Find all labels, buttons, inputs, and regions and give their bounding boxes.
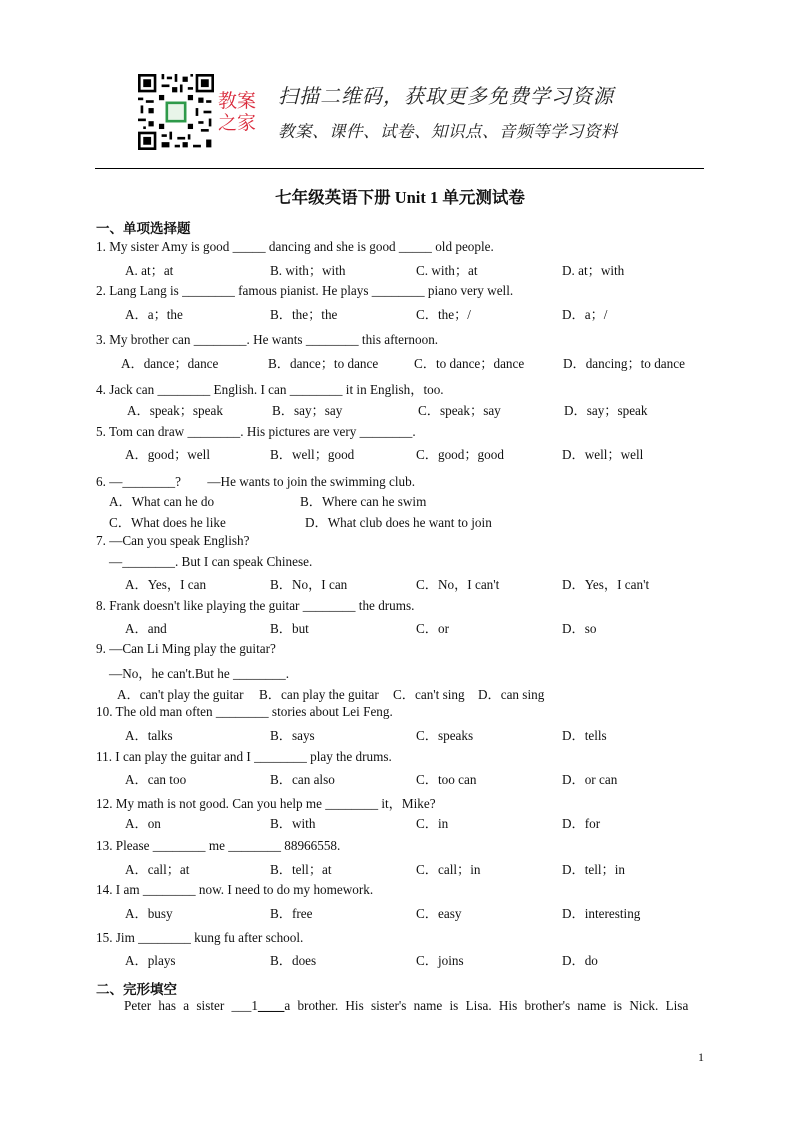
question-3-option-b: B．dance；to dance bbox=[268, 356, 379, 371]
section-heading-cloze: 二、完形填空 bbox=[96, 982, 177, 998]
question-8-option-c: C．or bbox=[416, 621, 449, 636]
question-10-stem: 10. The old man often ________ stories about Lei Feng. bbox=[96, 704, 393, 719]
question-12-stem: 12. My math is not good. Can you help me ________ it，Mike? bbox=[96, 796, 436, 811]
question-13-option-a: A．call；at bbox=[125, 862, 190, 877]
header-slogan-line1: 扫描二维码，获取更多免费学习资源 bbox=[278, 84, 614, 108]
question-1-stem: 1. My sister Amy is good _____ dancing and she is good _____ old people. bbox=[96, 239, 494, 254]
question-8-option-a: A．and bbox=[125, 621, 167, 636]
question-2-option-b: B．the；the bbox=[270, 307, 338, 322]
question-12-option-b: B．with bbox=[270, 816, 316, 831]
question-7-stem-2: —________. But I can speak Chinese. bbox=[109, 554, 313, 569]
question-13-option-b: B．tell；at bbox=[270, 862, 332, 877]
question-4-stem: 4. Jack can ________ English. I can ________ it in English，too. bbox=[96, 382, 444, 397]
question-8-option-d: D．so bbox=[562, 621, 597, 636]
question-14-option-d: D．interesting bbox=[562, 906, 641, 921]
page-header bbox=[138, 72, 698, 152]
question-7-option-c: C．No，I can't bbox=[416, 577, 500, 592]
question-9-stem: 9. —Can Li Ming play the guitar? bbox=[96, 641, 276, 656]
question-13-option-c: C．call；in bbox=[416, 862, 481, 877]
question-1-option-a: A. at；at bbox=[125, 263, 174, 278]
cloze-passage-line bbox=[96, 998, 704, 1014]
question-7-option-d: D．Yes，I can't bbox=[562, 577, 650, 592]
question-12-option-c: C．in bbox=[416, 816, 449, 831]
question-11-option-b: B．can also bbox=[270, 772, 335, 787]
question-2-option-c: C．the；/ bbox=[416, 307, 471, 322]
question-4-option-b: B．say；say bbox=[272, 403, 343, 418]
question-10-option-c: C．speaks bbox=[416, 728, 474, 743]
question-11-stem: 11. I can play the guitar and I ________ play the drums. bbox=[96, 749, 392, 764]
question-3-option-d: D．dancing；to dance bbox=[563, 356, 685, 371]
question-5-stem: 5. Tom can draw ________. His pictures are very ________. bbox=[96, 424, 416, 439]
qr-code-icon bbox=[138, 74, 214, 150]
question-11-option-a: A．can too bbox=[125, 772, 187, 787]
question-5-option-a: A．good；well bbox=[125, 447, 210, 462]
cloze-passage-pre: Peter has a sister ___1 bbox=[124, 998, 258, 1013]
question-13-stem: 13. Please ________ me ________ 88966558. bbox=[96, 838, 341, 853]
question-15-option-b: B．does bbox=[270, 953, 317, 968]
question-6-option-a: A．What can he do bbox=[109, 494, 215, 509]
question-10-option-d: D．tells bbox=[562, 728, 607, 743]
question-13-option-d: D．tell；in bbox=[562, 862, 626, 877]
question-15-option-d: D．do bbox=[562, 953, 598, 968]
question-5-option-d: D．well；well bbox=[562, 447, 644, 462]
question-7-option-b: B．No，I can bbox=[270, 577, 348, 592]
question-9-option-c: C．can't sing bbox=[393, 687, 465, 702]
question-6-option-c: C．What does he like bbox=[109, 515, 226, 530]
question-9-option-a: A．can't play the guitar bbox=[117, 687, 244, 702]
section-heading-single-choice: 一、单项选择题 bbox=[96, 221, 191, 237]
question-3-option-a: A．dance；dance bbox=[121, 356, 219, 371]
question-10-option-b: B．says bbox=[270, 728, 315, 743]
question-12-option-d: D．for bbox=[562, 816, 601, 831]
question-6-option-d: D．What club does he want to join bbox=[305, 515, 492, 530]
question-4-option-d: D．say；speak bbox=[564, 403, 648, 418]
question-4-option-c: C．speak；say bbox=[418, 403, 501, 418]
question-9-option-b: B．can play the guitar bbox=[259, 687, 379, 702]
page-title: 七年级英语下册 Unit 1 单元测试卷 bbox=[275, 188, 525, 207]
cloze-passage-post: a brother. His sister's name is Lisa. His brother's name is Nick. Lisa bbox=[284, 998, 689, 1013]
question-7-option-a: A．Yes，I can bbox=[125, 577, 207, 592]
question-12-option-a: A．on bbox=[125, 816, 161, 831]
question-15-option-a: A．plays bbox=[125, 953, 176, 968]
question-4-option-a: A．speak；speak bbox=[127, 403, 223, 418]
question-14-option-c: C．easy bbox=[416, 906, 462, 921]
question-5-option-b: B．well；good bbox=[270, 447, 355, 462]
question-2-stem: 2. Lang Lang is ________ famous pianist. He plays ________ piano very well. bbox=[96, 283, 514, 298]
question-9-stem-2: —No，he can't.But he ________. bbox=[109, 666, 290, 681]
question-3-option-c: C．to dance；dance bbox=[414, 356, 525, 371]
page-number: 1 bbox=[698, 1050, 704, 1064]
header-divider bbox=[95, 168, 704, 169]
brand-logo: 教案 之家 bbox=[218, 90, 257, 134]
question-6-stem: 6. —________? —He wants to join the swimming club. bbox=[96, 474, 416, 489]
cloze-blank-1: ____ bbox=[257, 998, 285, 1013]
question-1-option-c: C. with；at bbox=[416, 263, 478, 278]
question-11-option-c: C．too can bbox=[416, 772, 477, 787]
question-14-option-b: B．free bbox=[270, 906, 313, 921]
question-1-option-d: D. at；with bbox=[562, 263, 625, 278]
question-10-option-a: A．talks bbox=[125, 728, 173, 743]
question-9-option-d: D．can sing bbox=[478, 687, 545, 702]
question-2-option-d: D．a；/ bbox=[562, 307, 608, 322]
question-7-stem: 7. —Can you speak English? bbox=[96, 533, 250, 548]
question-5-option-c: C．good；good bbox=[416, 447, 504, 462]
question-1-option-b: B. with；with bbox=[270, 263, 346, 278]
question-14-stem: 14. I am ________ now. I need to do my homework. bbox=[96, 882, 374, 897]
question-11-option-d: D．or can bbox=[562, 772, 618, 787]
question-15-option-c: C．joins bbox=[416, 953, 464, 968]
question-8-option-b: B．but bbox=[270, 621, 309, 636]
question-8-stem: 8. Frank doesn't like playing the guitar ________ the drums. bbox=[96, 598, 415, 613]
question-14-option-a: A．busy bbox=[125, 906, 173, 921]
header-slogan-line2: 教案、课件、试卷、知识点、音频等学习资料 bbox=[278, 122, 618, 141]
question-15-stem: 15. Jim ________ kung fu after school. bbox=[96, 930, 304, 945]
question-6-option-b: B．Where can he swim bbox=[300, 494, 427, 509]
question-2-option-a: A．a；the bbox=[125, 307, 183, 322]
question-3-stem: 3. My brother can ________. He wants ________ this afternoon. bbox=[96, 332, 439, 347]
